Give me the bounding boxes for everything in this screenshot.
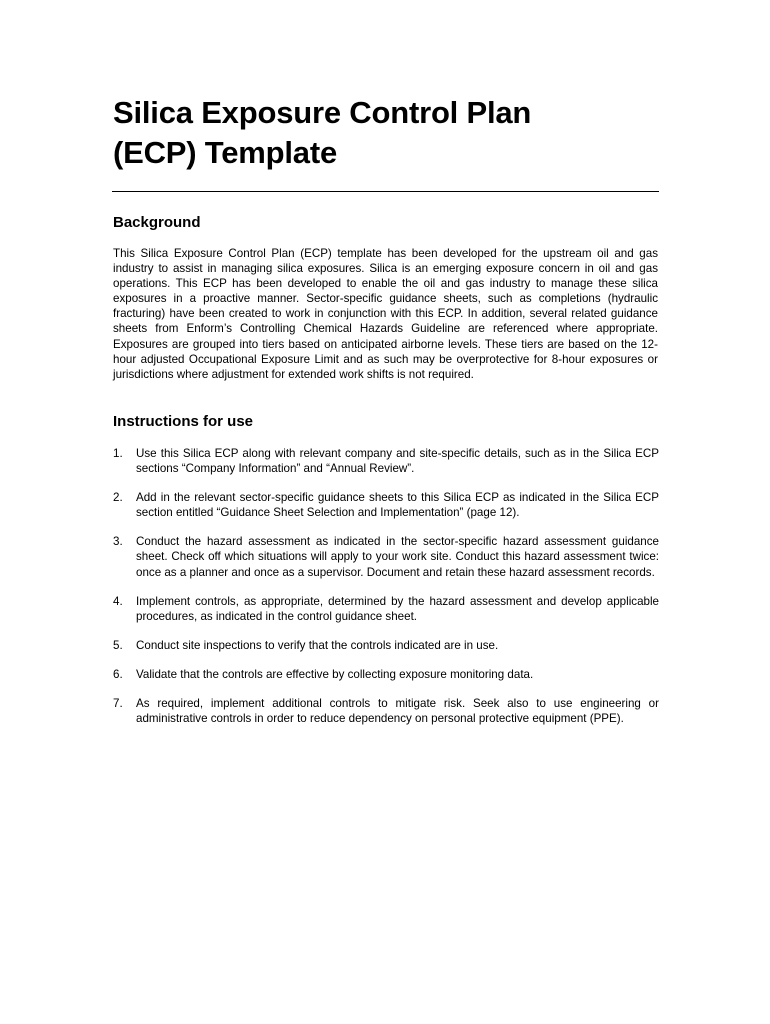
title-divider (112, 191, 659, 192)
list-item-text: Validate that the controls are effective by collecting exposure monitoring data. (136, 667, 534, 681)
list-item (113, 594, 659, 624)
list-item-number: 3. (113, 535, 123, 549)
list-item-text: Implement controls, as appropriate, determined by the hazard assessment and develop applicable procedures, as indicated in the control guidance sheet. (136, 594, 659, 623)
list-item (113, 490, 659, 520)
list-item-number: 6. (113, 667, 123, 681)
list-item-number: 7. (113, 697, 123, 711)
list-item-number: 1. (113, 447, 123, 460)
list-item-number: 2. (113, 491, 123, 505)
list-item-text: Conduct the hazard assessment as indicated in the sector-specific hazard assessment guidance sheet. Check off which situations will apply to your work site. Conduct this hazard assessment twice: once as a planner and once as a supervisor. Document and retain these hazard assessment records. (136, 535, 659, 579)
document-title (113, 93, 673, 173)
list-item (113, 446, 659, 476)
instructions-list (113, 446, 659, 740)
list-item-number: 5. (113, 638, 123, 652)
list-item-text: Add in the relevant sector-specific guidance sheets to this Silica ECP as indicated in the Silica ECP section entitled “Guidance Sheet Selection and Implementation” (page 12). (136, 491, 659, 520)
list-item-number: 4. (113, 594, 123, 608)
list-item (113, 696, 659, 726)
list-item-text: As required, implement additional controls to mitigate risk. Seek also to use engineering or administrative controls in order to reduce dependency on personal protective equipment (PPE). (136, 697, 659, 726)
document-title-line-2: (ECP) Template (113, 135, 337, 170)
list-item (113, 638, 659, 653)
background-heading: Background (113, 214, 201, 231)
instructions-heading: Instructions for use (113, 413, 254, 430)
list-item (113, 534, 659, 579)
list-item-text: Use this Silica ECP along with relevant company and site-specific details, such as in the Silica ECP sections “Company Information” and “Annual Review”. (136, 447, 659, 476)
background-paragraph: This Silica Exposure Control Plan (ECP) template has been developed for the upstream oil and gas industry to assist in managing silica exposures. Silica is an emerging exposure concern in oil and gas operations. This ECP has been developed to enable the oil and gas industry to manage these silica exposures in a proactive manner. Sector-specific guidance sheets, such as completions (hydraulic fracturing) have been created to work in conjunction with this ECP. In addition, several related guidance sheets from Enform’s Controlling Chemical Hazards Guideline are referenced where appropriate. Exposures are grouped into tiers based on anticipated airborne levels. These tiers are based on the 12-hour adjusted Occupational Exposure Limit and as such may be overprotective for 8-hour exposures or jurisdictions where adjustment for extended work shifts is not required. (113, 247, 658, 381)
list-item-text: Conduct site inspections to verify that the controls indicated are in use. (136, 638, 499, 652)
list-item (113, 667, 659, 682)
document-title-line-1: Silica Exposure Control Plan (113, 95, 532, 130)
